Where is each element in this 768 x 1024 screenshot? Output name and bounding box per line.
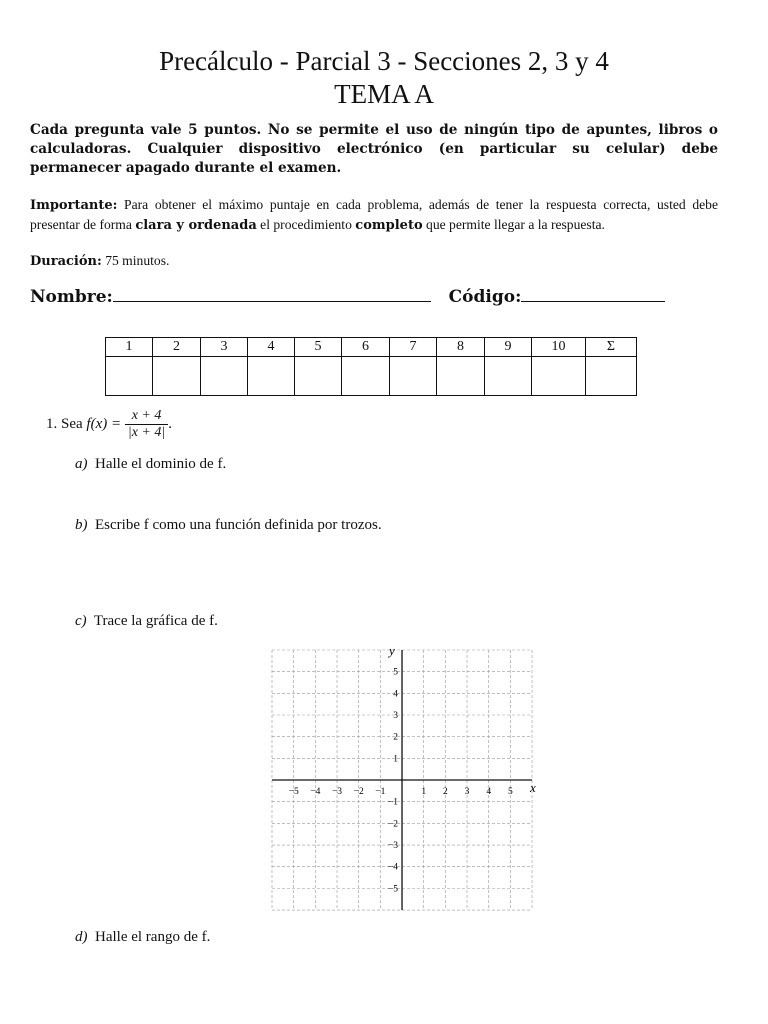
- y-tick-label: −2: [387, 819, 399, 830]
- duration-label: Duración:: [30, 254, 102, 269]
- score-cell[interactable]: [153, 357, 201, 396]
- problem-1-statement: [46, 408, 172, 441]
- score-header-sum: Σ: [586, 338, 637, 357]
- x-tick-label: 1: [421, 787, 427, 798]
- score-cell[interactable]: [201, 357, 248, 396]
- part-a-label: a): [75, 456, 88, 472]
- score-cell[interactable]: [106, 357, 153, 396]
- exam-version: TEMA A: [334, 79, 434, 109]
- score-header-1: 1: [106, 338, 153, 357]
- important-text-3: que permite llegar a la respuesta.: [426, 217, 605, 232]
- problem-number: 1.: [46, 415, 58, 432]
- name-label: Nombre:: [30, 287, 113, 307]
- score-header-8: 8: [437, 338, 485, 357]
- score-table-blank-row: [106, 357, 637, 396]
- duration: [30, 253, 169, 269]
- score-cell[interactable]: [248, 357, 295, 396]
- score-header-5: 5: [295, 338, 342, 357]
- statement-period: .: [168, 415, 172, 432]
- y-tick-label: 5: [393, 667, 399, 678]
- score-header-3: 3: [201, 338, 248, 357]
- score-header-2: 2: [153, 338, 201, 357]
- important-text-1: Para obtener el máximo puntaje en cada problema, además de tener la respuesta correcta, usted debe presentar de forma: [30, 197, 718, 232]
- x-tick-label: 2: [442, 787, 448, 798]
- part-d-label: d): [75, 929, 88, 945]
- tick-labels: [289, 643, 536, 894]
- x-tick-label: −4: [310, 787, 321, 798]
- y-tick-label: 1: [393, 754, 399, 765]
- part-c: [75, 613, 218, 630]
- score-cell[interactable]: [532, 357, 586, 396]
- code-label: Código:: [448, 287, 522, 307]
- y-tick-label: 3: [393, 711, 399, 722]
- duration-value: 75 minutos.: [105, 253, 170, 268]
- axes: [272, 650, 532, 910]
- part-b-text: Escribe f como una función definida por trozos.: [95, 517, 382, 533]
- part-d: [75, 929, 210, 946]
- fraction-numerator: x + 4: [125, 408, 168, 425]
- y-tick-label: −1: [387, 797, 399, 808]
- y-tick-label: −5: [387, 884, 399, 895]
- score-header-9: 9: [485, 338, 532, 357]
- score-cell[interactable]: [586, 357, 637, 396]
- x-tick-label: −3: [331, 787, 343, 798]
- score-header-6: 6: [342, 338, 390, 357]
- x-tick-label: 3: [464, 787, 470, 798]
- x-tick-label: −1: [375, 787, 386, 798]
- student-fields: [30, 287, 665, 307]
- function-lhs: f(x) =: [86, 415, 122, 432]
- code-blank-line[interactable]: [521, 287, 665, 302]
- y-axis-label: y: [389, 643, 395, 658]
- y-tick-label: 2: [393, 732, 399, 743]
- important-label: Importante:: [30, 198, 118, 213]
- important-paragraph: [30, 195, 718, 235]
- score-cell[interactable]: [485, 357, 532, 396]
- score-cell[interactable]: [295, 357, 342, 396]
- part-c-text: Trace la gráfica de f.: [93, 613, 218, 629]
- score-header-10: 10: [532, 338, 586, 357]
- score-header-4: 4: [248, 338, 295, 357]
- fraction-denominator: |x + 4|: [127, 425, 166, 440]
- x-tick-label: −2: [353, 787, 364, 798]
- part-d-text: Halle el rango de f.: [95, 929, 211, 945]
- score-cell[interactable]: [437, 357, 485, 396]
- y-tick-label: −3: [387, 841, 399, 852]
- score-table-header-row: [106, 338, 637, 357]
- part-c-label: c): [75, 613, 87, 629]
- part-b-label: b): [75, 517, 88, 533]
- name-blank-line[interactable]: [113, 287, 431, 302]
- important-text-2: el procedimiento: [260, 217, 352, 232]
- cartesian-plane[interactable]: [262, 640, 542, 920]
- important-bold-2: completo: [355, 218, 423, 233]
- x-tick-label: 4: [486, 787, 492, 798]
- part-a-text: Halle el dominio de f.: [95, 456, 227, 472]
- part-a: [75, 456, 226, 473]
- important-bold-1: clara y ordenada: [135, 218, 257, 233]
- y-tick-label: −4: [387, 862, 399, 873]
- rules-paragraph: Cada pregunta vale 5 puntos. No se permite el uso de ningún tipo de apuntes, libros o calculadoras. Cualquier dispositivo electrónico (en particular su celular) debe permanecer apagado durante el examen.: [30, 122, 718, 176]
- score-cell[interactable]: [342, 357, 390, 396]
- exam-title: Precálculo - Parcial 3 - Secciones 2, 3 y 4: [159, 46, 609, 76]
- score-table: [105, 337, 637, 396]
- problem-intro: Sea: [61, 415, 83, 432]
- part-b: [75, 517, 382, 534]
- function-fraction: [125, 408, 168, 441]
- score-cell[interactable]: [390, 357, 437, 396]
- x-axis-label: x: [530, 780, 536, 796]
- x-tick-label: −5: [288, 787, 299, 798]
- x-tick-label: 5: [507, 787, 513, 798]
- y-tick-label: 4: [393, 689, 399, 700]
- score-header-7: 7: [390, 338, 437, 357]
